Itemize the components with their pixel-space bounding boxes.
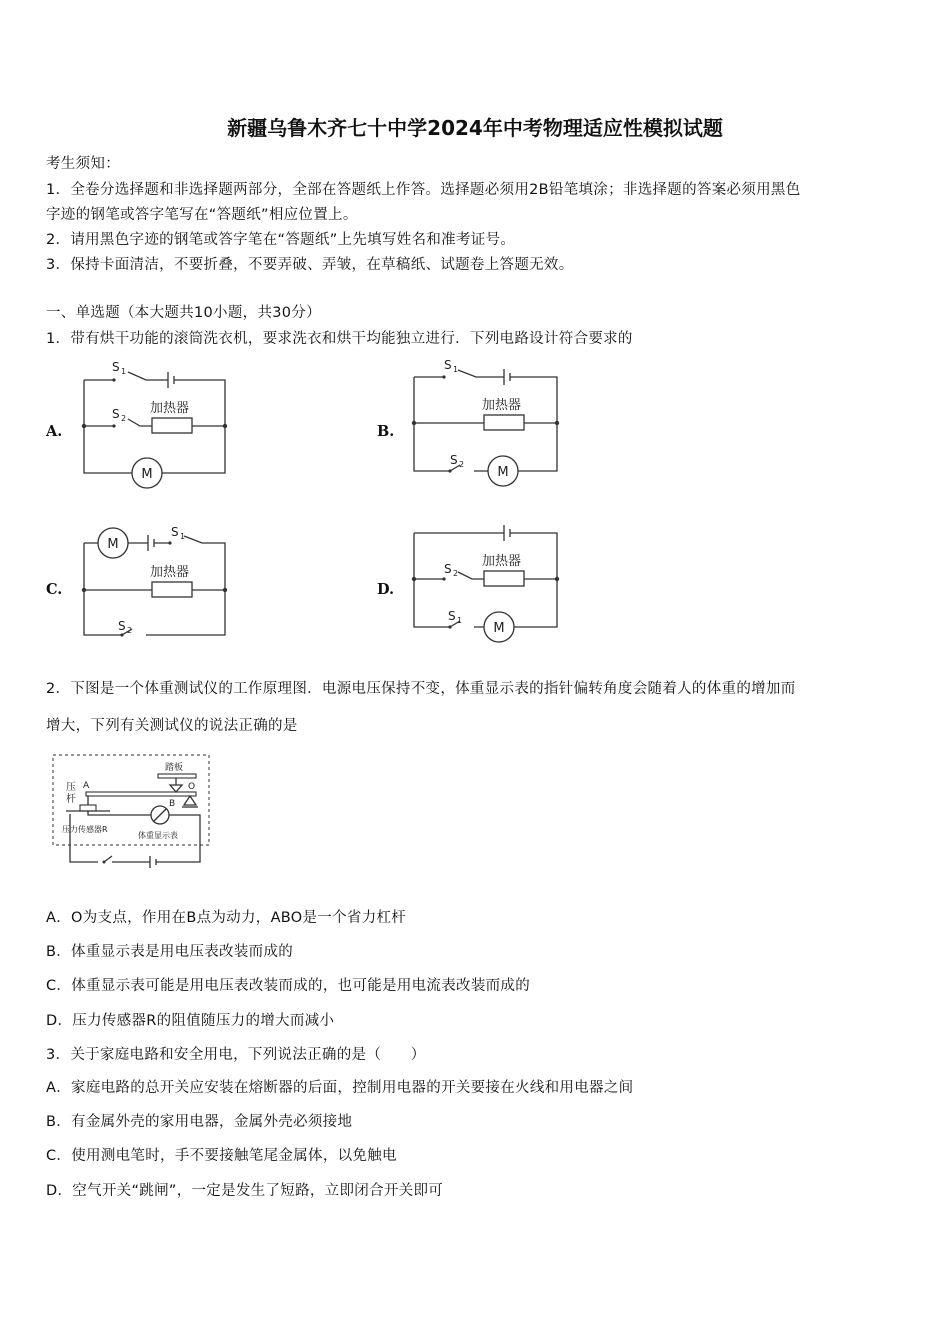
q3-option-d: D．空气开关“跳闸”，一定是发生了短路，立即闭合开关即可: [46, 1183, 444, 1199]
circuit-d-diagram: [400, 515, 570, 645]
switch-s1-label: S: [448, 609, 456, 623]
notice-item: 3．保持卡面清洁，不要折叠，不要弄破、弄皱，在草稿纸、试题卷上答题无效。: [46, 257, 574, 273]
notice-heading: 考生须知：: [46, 156, 120, 172]
lever-label-2: 杆: [66, 794, 76, 805]
sensor-label: 压力传感器R: [62, 825, 108, 834]
circuit-c-diagram: [70, 515, 240, 645]
heater-label: 加热器: [150, 401, 190, 416]
lever-label-1: 压: [66, 782, 76, 793]
question-1-stem: 1．带有烘干功能的滚筒洗衣机，要求洗衣和烘干均能独立进行．下列电路设计符合要求的: [46, 331, 633, 347]
q2-option-d: D．压力传感器R的阻值随压力的增大而减小: [46, 1013, 335, 1029]
question-3-stem: 3．关于家庭电路和安全用电，下列说法正确的是（ ）: [46, 1047, 426, 1063]
motor-label: M: [141, 467, 153, 482]
point-b-label: B: [169, 799, 176, 809]
page-title: 新疆乌鲁木齐七十中学2024年中考物理适应性模拟试题: [227, 116, 723, 140]
heater-label: 加热器: [150, 565, 190, 580]
q3-option-c: C．使用测电笔时，手不要接触笔尾金属体，以免触电: [46, 1148, 397, 1164]
switch-s2-label: S: [112, 407, 120, 421]
circuit-b-diagram: [400, 355, 570, 495]
q1-option-d-label: D.: [377, 581, 395, 598]
notice-item: 1．全卷分选择题和非选择题两部分，全部在答题纸上作答。选择题必须用2B铅笔填涂；非选择题的答案必须用黑色: [46, 182, 801, 198]
heater-label: 加热器: [482, 398, 522, 413]
question-2-stem: 2．下图是一个体重测试仪的工作原理图．电源电压保持不变，体重显示表的指针偏转角度会随着人的体重的增加而: [46, 681, 796, 697]
motor-label: M: [497, 465, 509, 480]
switch-s2-label: S: [118, 619, 126, 633]
heater-label: 加热器: [482, 554, 522, 569]
switch-s1-sub: 1: [457, 616, 463, 625]
switch-s2-label: S: [450, 453, 458, 467]
switch-s2-sub: 2: [127, 626, 133, 635]
pedal-label: 踏板: [165, 763, 184, 773]
q1-option-b-label: B.: [377, 423, 395, 440]
switch-s2-sub: 2: [121, 414, 127, 423]
q1-option-c-label: C.: [46, 581, 63, 598]
q3-option-b: B．有金属外壳的家用电器，金属外壳必须接地: [46, 1114, 353, 1130]
q2-option-a: A．O为支点，作用在B点为动力，ABO是一个省力杠杆: [46, 910, 407, 926]
q2-option-b: B．体重显示表是用电压表改装而成的: [46, 944, 294, 960]
circuit-a-diagram: [70, 355, 240, 495]
switch-s2-label: S: [444, 562, 452, 576]
switch-s1-label: S: [171, 525, 179, 539]
meter-label: 体重显示表: [138, 831, 178, 840]
point-a-label: A: [83, 781, 90, 791]
switch-s2-sub: 2: [459, 460, 465, 469]
notice-item: 2．请用黑色字迹的钢笔或答字笔在“答题纸”上先填写姓名和准考证号。: [46, 232, 516, 248]
switch-s1-label: S: [444, 358, 452, 372]
switch-s1-sub: 1: [453, 365, 459, 374]
question-2-stem: 增大，下列有关测试仪的说法正确的是: [46, 718, 298, 734]
section-heading: 一、单选题（本大题共10小题，共30分）: [46, 305, 321, 321]
weight-scale-diagram: [50, 752, 215, 874]
motor-label: M: [107, 537, 119, 552]
q1-option-a-label: A.: [46, 423, 63, 440]
switch-s1-sub: 1: [180, 532, 186, 541]
motor-label: M: [493, 621, 505, 636]
point-o-label: O: [188, 782, 196, 792]
q3-option-a: A．家庭电路的总开关应安装在熔断器的后面，控制用电器的开关要接在火线和用电器之间: [46, 1080, 634, 1096]
q2-option-c: C．体重显示表可能是用电压表改装而成的，也可能是用电流表改装而成的: [46, 978, 531, 994]
switch-s1-label: S: [112, 360, 120, 374]
switch-s2-sub: 2: [453, 569, 459, 578]
switch-s1-sub: 1: [121, 367, 127, 376]
notice-item: 字迹的钢笔或答字笔写在“答题纸”相应位置上。: [46, 207, 358, 223]
